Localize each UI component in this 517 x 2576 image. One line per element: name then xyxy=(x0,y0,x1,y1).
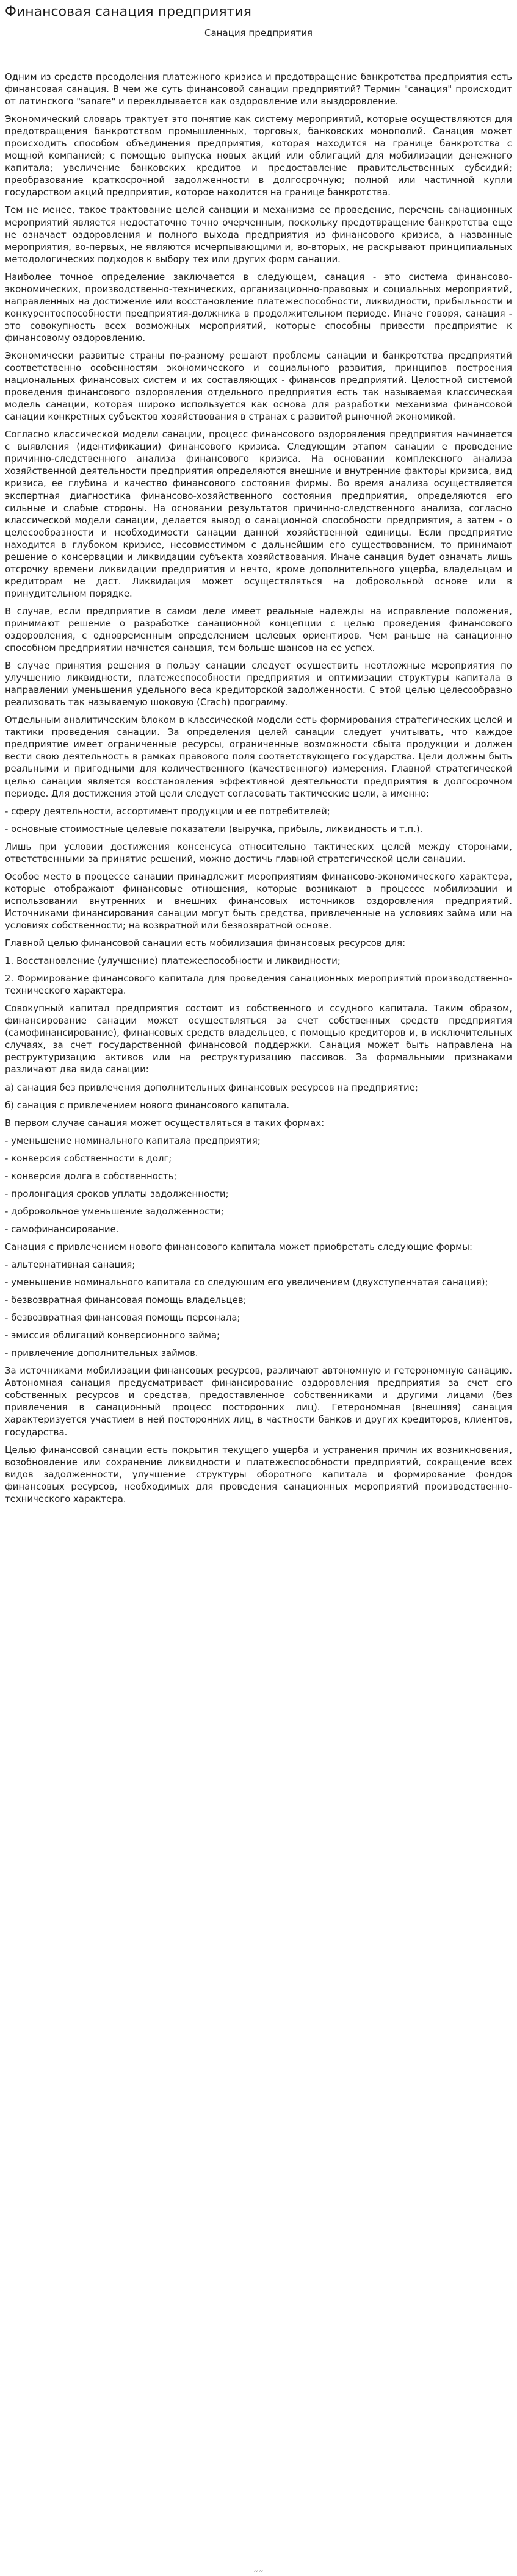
paragraph: Одним из средств преодоления платежного кризиса и предотвращение банкротства предприятия есть финансовая санация. В чем же суть финансовой санации предприятий? Термин "санация" происходит от латинского "sanare" и переклдывается как оздоровление или выздоровление. xyxy=(5,71,512,107)
paragraph: Целью финансовой санации есть покрытия текущего ущерба и устранения причин их возникновения, возобновление или сохранение ликвидности и платежеспособности предприятий, сокращение всех видов задолженности, улучшение структуры оборотного капитала и формирование фондов финансовых ресурсов, необходимых для проведения санационных мероприятий производственно-технического характера. xyxy=(5,1444,512,1504)
paragraph: - привлечение дополнительных займов. xyxy=(5,1347,198,1359)
paragraph: Санация с привлечением нового финансового капитала может приобретать следующие формы: xyxy=(5,1241,473,1252)
paragraph: Особое место в процессе санации принадлежит мероприятиям финансово-экономического характера, которые отображают финансовые отношения, которые возникают в процессе мобилизации и использовании внутренних и внешних финансовых источников оздоровления предприятий. Источниками финансирования санации могут быть средства, привлеченные на условиях займа или на условиях собственности; на возвратной или безвозвратной основе. xyxy=(5,870,512,931)
document-body xyxy=(5,71,512,1505)
paragraph: 1. Восстановление (улучшение) платежеспособности и ликвидности; xyxy=(5,955,341,967)
page-number: ~ ~ xyxy=(254,2567,263,2575)
paragraph: Наиболее точное определение заключается в следующем, санация - это система финансово-экономических, производственно-технических, организационно-правовых и социальных мероприятий, направленных на достижение или восстановление платежеспособности, ликвидности, прибыльности и конкурентоспособности предприятия-должника в продолжительном периоде. Иначе говоря, санация - это совокупность всех возможных мероприятий, которые способны привести предприятие к финансовому оздоровлению. xyxy=(5,271,512,343)
document-subtitle: Санация предприятия xyxy=(204,27,313,38)
paragraph: Согласно классической модели санации, процесс финансового оздоровления предприятия начинается с выявления (идентификации) финансового кризиса. Следующим этапом санации е проведение причинно-следственного анализа финансового кризиса. На основании комплексного анализа хозяйственной деятельности предприятия определяются внешние и внутренние факторы кризиса, вид кризиса, ее глубина и качество финансового состояния фирмы. Во время анализа осуществляется экспертная диагностика финансово-хозяйственного состояния предприятия, определяются его сильные и слабые стороны. На основании результатов причинно-следственного анализа, согласно классической модели санации, делается вывод о санационной способности предприятия, а затем - о целесообразности и необходимости санации данной хозяйственной единицы. Если предприятие находится в глубоком кризисе, несовместимом с дальнейшим его существованием, то принимают решение о консервации и ликвидации субъекта хозяйствования. Иначе санация будет означать лишь отсрочку времени ликвидации предприятия и нечто, кроме дополнительного ущерба, владельцам и кредиторам не даст. Ликвидация может осуществляться на добровольной основе или в принудительном порядке. xyxy=(5,429,512,599)
paragraph: 2. Формирование финансового капитала для проведения санационных мероприятий производственно-технического характера. xyxy=(5,973,512,997)
paragraph: - безвозвратная финансовая помощь персонала; xyxy=(5,1312,240,1324)
paragraph: - основные стоимостные целевые показатели (выручка, прибыль, ликвидность и т.п.). xyxy=(5,823,423,834)
paragraph: - безвозвратная финансовая помощь владельцев; xyxy=(5,1294,247,1306)
paragraph: - пролонгация сроков уплаты задолженности; xyxy=(5,1188,229,1199)
paragraph: Отдельным аналитическим блоком в классической модели есть формирования стратегических целей и тактики проведения санации. За определения целей санации следует учитывать, что каждое предприятие имеет ограниченные ресурсы, ограниченные возможности сбыта продукции и должен вести свою деятельность в рамках правового поля соответствующего государства. Цели должны быть реальными и пригодными для количественного (качественного) измерения. Главной стратегической целью санации является восстановления эффективной деятельности предприятия в долгосрочном периоде. Для достижения этой цели следует согласовать тактические цели, а именно: xyxy=(5,714,512,799)
paragraph: В случае, если предприятие в самом деле имеет реальные надежды на исправление положения, принимают решение о разработке санационной концепции с целью проведения финансового оздоровления, с одновременным определением целевых ориентиров. Чем раньше на санационно способном предприятии начнется санация, тем больше шансов на ее успех. xyxy=(5,605,512,654)
paragraph: б) санация с привлечением нового финансового капитала. xyxy=(5,1099,290,1111)
paragraph: Главной целью финансовой санации есть мобилизация финансовых ресурсов для: xyxy=(5,938,406,949)
paragraph: Экономически развитые страны по-разному решают проблемы санации и банкротства предприятий соответственно особенностям экономического и социального развития, принципов построения национальных финансовых систем и их составляющих - финансов предприятий. Целостной системой проведения финансового оздоровления отдельного предприятия есть так называемая классическая модель санации, которая широко используется как основа для разработки механизма финансовой санации конкретных субъектов хозяйствования в странах с развитой рыночной экономикой. xyxy=(5,350,512,423)
paragraph: - уменьшение номинального капитала предприятия; xyxy=(5,1135,261,1146)
paragraph: Совокупный капитал предприятия состоит из собственного и ссудного капитала. Таким образом, финансирование санации может осуществляться за счет собственных средств предприятия (самофинансирование), финансовых средств владельцев, с помощью кредиторов и, в исключительных случаях, за счет государственной финансовой поддержки. Санация может быть направлена на реструктуризацию активов или на реструктуризацию пассивов. За формальными признаками различают два вида санации: xyxy=(5,1003,512,1075)
paragraph: - сферу деятельности, ассортимент продукции и ее потребителей; xyxy=(5,805,330,817)
paragraph: Экономический словарь трактует это понятие как систему мероприятий, которые осуществляются для предотвращения банкротством промышленных, торговых, банковских монополий. Санация может происходить способом объединения предприятия, которая находится на границе банкротства с мощной компанией; с помощью выпуска новых акций или облигаций для мобилизации денежного капитала; увеличение банковских кредитов и предоставление правительственных субсидий; преобразование краткосрочной задолженности в долгосрочную; полной или частичной купли государством акций предприятия, которое находится на границе банкротства. xyxy=(5,113,512,198)
paragraph: - конверсия собственности в долг; xyxy=(5,1152,172,1164)
paragraph: - уменьшение номинального капитала со следующим его увеличением (двухступенчатая санация); xyxy=(5,1277,488,1288)
paragraph: В случае принятия решения в пользу санации следует осуществить неотложные мероприятия по улучшению ликвидности, платежеспособности предприятия и оптимизации структуры капитала в направлении уменьшения удельного веса кредиторской задолженности. С этой целью целесообразно реализовать так называемую шоковую (Crach) программу. xyxy=(5,660,512,708)
paragraph: Лишь при условии достижения консенсуса относительно тактических целей между сторонами, ответственными за принятие решений, можно достичь главной стратегической цели санации. xyxy=(5,841,512,864)
paragraph: В первом случае санация может осуществляться в таких формах: xyxy=(5,1117,325,1128)
paragraph: За источниками мобилизации финансовых ресурсов, различают автономную и гетерономную санацию. Автономная санация предусматривает финансирование оздоровления предприятия за счет его собственных ресурсов и средства, предоставленное собственниками и другими лицами (без привлечения в санационный процесс посторонних лиц). Гетерономная (внешняя) санация характеризуется участием в ней посторонних лиц, в частности банков и других кредиторов, клиентов, государства. xyxy=(5,1365,512,1438)
document-title: Финансовая санация предприятия xyxy=(5,4,251,20)
paragraph: а) санация без привлечения дополнительных финансовых ресурсов на предприятие; xyxy=(5,1082,418,1093)
paragraph: - эмиссия облигаций конверсионного займа; xyxy=(5,1330,220,1341)
paragraph: Тем не менее, такое трактование целей санации и механизма ее проведение, перечень санационных мероприятий является недостаточно точно очерченным, поскольку предотвращение банкротства еще не означает оздоровления и полного выхода предприятия из финансового кризиса, а названные мероприятия, во-первых, не являются исчерпывающими и, во-вторых, не раскрывают принципиальных методологических подходов к выбору тех или других форм санации. xyxy=(5,204,512,265)
paragraph: - самофинансирование. xyxy=(5,1223,119,1235)
paragraph: - конверсия долга в собственность; xyxy=(5,1170,177,1182)
paragraph: - добровольное уменьшение задолженности; xyxy=(5,1205,224,1217)
paragraph: - альтернативная санация; xyxy=(5,1258,136,1270)
